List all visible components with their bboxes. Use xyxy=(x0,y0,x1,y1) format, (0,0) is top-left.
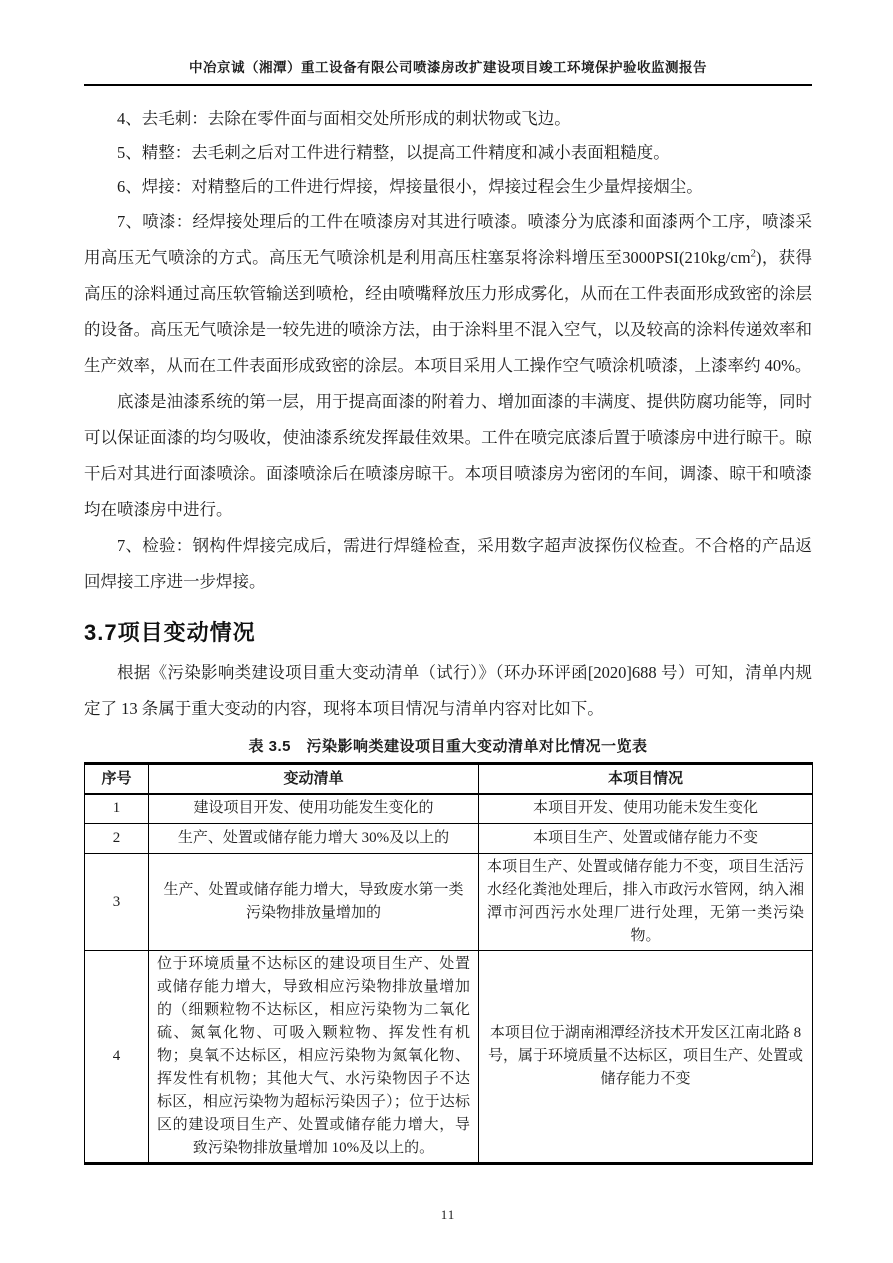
row-4-project: 本项目位于湖南湘潭经济技术开发区江南北路 8 号，属于环境质量不达标区，项目生产、处置或储存能力不变 xyxy=(479,951,813,1164)
paragraph-section-intro: 根据《污染影响类建设项目重大变动清单（试行）》（环办环评函[2020]688 号）可知，清单内规定了 13 条属于重大变动的内容，现将本项目情况与清单内容对比如下。 xyxy=(84,663,812,718)
paragraph-deburr: 4、去毛刺：去除在零件面与面相交处所形成的刺状物或飞边。 xyxy=(117,109,571,128)
superscript-2: 2 xyxy=(750,247,757,260)
row-2-change: 生产、处置或储存能力增大 30%及以上的 xyxy=(149,824,479,854)
row-2-project: 本项目生产、处置或储存能力不变 xyxy=(479,824,813,854)
table-row xyxy=(85,794,813,824)
paragraph-primer: 底漆是油漆系统的第一层，用于提高面漆的附着力、增加面漆的丰满度、提供防腐功能等，同时可以保证面漆的均匀吸收，使油漆系统发挥最佳效果。工件在喷完底漆后置于喷漆房中进行晾干。晾干后对其进行面漆喷涂。面漆喷涂后在喷漆房晾干。本项目喷漆房为密闭的车间，调漆、晾干和喷漆均在喷漆房中进行。 xyxy=(84,392,812,519)
row-3-no: 3 xyxy=(85,854,149,951)
comparison-table xyxy=(84,762,813,1165)
table-row xyxy=(85,824,813,854)
column-header-change-list: 变动清单 xyxy=(149,764,479,794)
table-caption: 表 3.5 污染影响类建设项目重大变动清单对比情况一览表 xyxy=(248,738,648,755)
page-number: 11 xyxy=(440,1207,456,1222)
paragraph-welding: 6、焊接：对精整后的工件进行焊接，焊接量很小，焊接过程会生少量焊接烟尘。 xyxy=(117,177,703,196)
row-1-project: 本项目开发、使用功能未发生变化 xyxy=(479,794,813,824)
paragraph-spray-text-2: )，获得高压的涂料通过高压软管输送到喷枪，经由喷嘴释放压力形成雾化，从而在工件表面形成致密的涂层的设备。高压无气喷涂是一较先进的喷涂方法，由于涂料里不混入空气，以及较高的涂料传递效率和生产效率，从而在工件表面形成致密的涂层。本项目采用人工操作空气喷涂机喷漆，上漆率约 40%。 xyxy=(84,248,812,375)
document-content xyxy=(84,102,812,1223)
paragraph-spray xyxy=(84,204,812,384)
paragraph-inspection: 7、检验：钢构件焊接完成后，需进行焊缝检查，采用数字超声波探伤仪检查。不合格的产品返回焊接工序进一步焊接。 xyxy=(84,536,812,591)
paragraph-finishing: 5、精整：去毛刺之后对工件进行精整，以提高工件精度和减小表面粗糙度。 xyxy=(117,143,670,162)
row-3-change: 生产、处置或储存能力增大，导致废水第一类污染物排放量增加的 xyxy=(149,854,479,951)
row-4-change: 位于环境质量不达标区的建设项目生产、处置或储存能力增大，导致相应污染物排放量增加的（细颗粒物不达标区，相应污染物为二氧化硫、氮氧化物、可吸入颗粒物、挥发性有机物；臭氧不达标区，相应污染物为氮氧化物、挥发性有机物；其他大气、水污染物因子不达标区，相应污染物为超标污染因子）；位于达标区的建设项目生产、处置或储存能力增大，导致污染物排放量增加 10%及以上的。 xyxy=(149,951,479,1164)
section-heading-3-7: 3.7项目变动情况 xyxy=(84,620,256,645)
column-header-no: 序号 xyxy=(85,764,149,794)
row-1-no: 1 xyxy=(85,794,149,824)
row-3-project: 本项目生产、处置或储存能力不变，项目生活污水经化粪池处理后，排入市政污水管网，纳入湘潭市河西污水处理厂进行处理，无第一类污染物。 xyxy=(479,854,813,951)
table-row xyxy=(85,854,813,951)
row-4-no: 4 xyxy=(85,951,149,1164)
paragraph-spray-text-1: 7、喷漆：经焊接处理后的工件在喷漆房对其进行喷漆。喷漆分为底漆和面漆两个工序，喷漆采用高压无气喷涂的方式。高压无气喷涂机是利用高压柱塞泵将涂料增压至3000PSI(210kg/cm xyxy=(84,212,812,267)
page-header xyxy=(84,56,812,86)
table-header-row xyxy=(85,764,813,794)
header-title: 中冶京诚（湘潭）重工设备有限公司喷漆房改扩建设项目竣工环境保护验收监测报告 xyxy=(189,60,707,75)
table-row xyxy=(85,951,813,1164)
row-2-no: 2 xyxy=(85,824,149,854)
column-header-project-status: 本项目情况 xyxy=(479,764,813,794)
row-1-change: 建设项目开发、使用功能发生变化的 xyxy=(149,794,479,824)
